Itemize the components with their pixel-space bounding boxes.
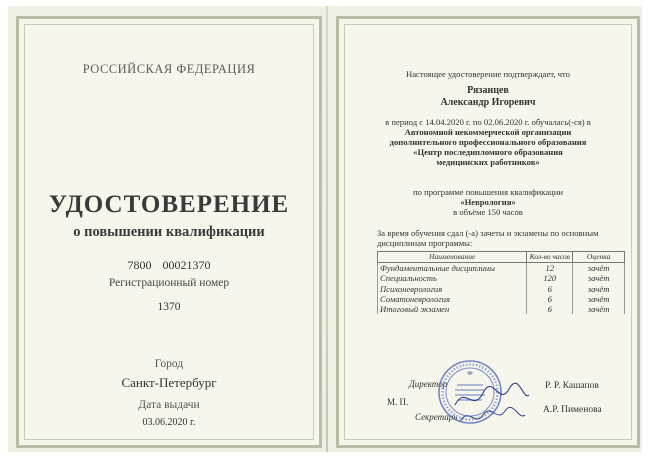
grade: зачёт bbox=[573, 273, 625, 283]
confirm-text: Настоящее удостоверение подтверждает, что bbox=[406, 69, 570, 79]
grade: зачёт bbox=[573, 304, 625, 314]
city-value: Санкт-Петербург bbox=[121, 375, 217, 390]
exams-line: За время обучения сдал (-а) зачеты и экзамены по основным bbox=[377, 228, 599, 238]
grade: зачёт bbox=[573, 263, 625, 274]
fold-line bbox=[326, 6, 328, 452]
discipline: Специальность bbox=[378, 273, 527, 283]
table-row bbox=[378, 304, 625, 314]
hours: 12 bbox=[527, 263, 573, 274]
discipline: Психоневрология bbox=[378, 284, 527, 294]
table-row bbox=[378, 284, 625, 294]
column-header: Кол-во часов bbox=[527, 252, 573, 263]
column-header: Оценка bbox=[573, 252, 625, 263]
reg-number-label: Регистрационный номер bbox=[108, 277, 230, 289]
exams-line: дисциплинам программы: bbox=[377, 237, 473, 248]
city-label: Город bbox=[154, 358, 184, 370]
table-row bbox=[378, 263, 625, 274]
org-line: медицинских работников» bbox=[436, 157, 540, 167]
discipline: Фундаментальные дисциплины bbox=[378, 263, 527, 274]
issue-date-value: 03.06.2020 г. bbox=[142, 417, 196, 428]
hours: 6 bbox=[527, 304, 573, 314]
secretary-label: Секретарь bbox=[415, 412, 458, 422]
reg-number-value: 1370 bbox=[157, 301, 181, 313]
exams-text bbox=[377, 229, 625, 248]
discipline: Итоговый экзамен bbox=[378, 304, 527, 314]
hours: 120 bbox=[527, 273, 573, 283]
discipline: Соматоневрология bbox=[378, 294, 527, 304]
number: 00021370 bbox=[162, 258, 211, 272]
document-subtitle: о повышении квалификации bbox=[73, 224, 265, 240]
table-row bbox=[378, 273, 625, 283]
organization-name bbox=[339, 127, 637, 167]
details-page bbox=[336, 16, 640, 448]
cover-page bbox=[16, 16, 322, 448]
country-heading: РОССИЙСКАЯ ФЕДЕРАЦИЯ bbox=[82, 62, 256, 76]
document-title: УДОСТОВЕРЕНИЕ bbox=[48, 191, 290, 218]
series: 7800 bbox=[127, 258, 152, 272]
secretary-signature-icon bbox=[457, 403, 527, 431]
grades-table bbox=[377, 251, 625, 314]
table-row bbox=[378, 294, 625, 304]
holder-given-names: Александр Игоревич bbox=[440, 97, 536, 108]
training-period: в период с 14.04.2020 г. по 02.06.2020 г. обучалась(-ся) в bbox=[385, 117, 591, 127]
program-volume: в объёме 150 часов bbox=[453, 207, 523, 217]
program-name: «Неврология» bbox=[460, 197, 516, 207]
director-name: Р. Р. Кашапов bbox=[545, 381, 599, 391]
hours: 6 bbox=[527, 284, 573, 294]
program-label: по программе повышения квалификации bbox=[413, 187, 563, 197]
table-header-row bbox=[378, 252, 625, 263]
director-label: Директор bbox=[409, 379, 448, 389]
certificate-spread bbox=[8, 6, 642, 452]
issue-date-label: Дата выдачи bbox=[138, 399, 200, 411]
org-line: дополнительного профессионального образования bbox=[389, 137, 587, 147]
org-line: «Центр последипломного образования bbox=[413, 147, 563, 157]
certificate-number bbox=[19, 258, 319, 273]
holder-surname: Рязанцев bbox=[467, 85, 509, 96]
secretary-name: А.Р. Пименова bbox=[543, 405, 602, 415]
hours: 6 bbox=[527, 294, 573, 304]
grade: зачёт bbox=[573, 284, 625, 294]
org-line: Автономной некоммерческой организации bbox=[404, 127, 572, 137]
holder-name bbox=[339, 85, 637, 109]
grade: зачёт bbox=[573, 294, 625, 304]
seal-place-label: М. П. bbox=[387, 397, 409, 407]
column-header: Наименование bbox=[378, 252, 527, 263]
